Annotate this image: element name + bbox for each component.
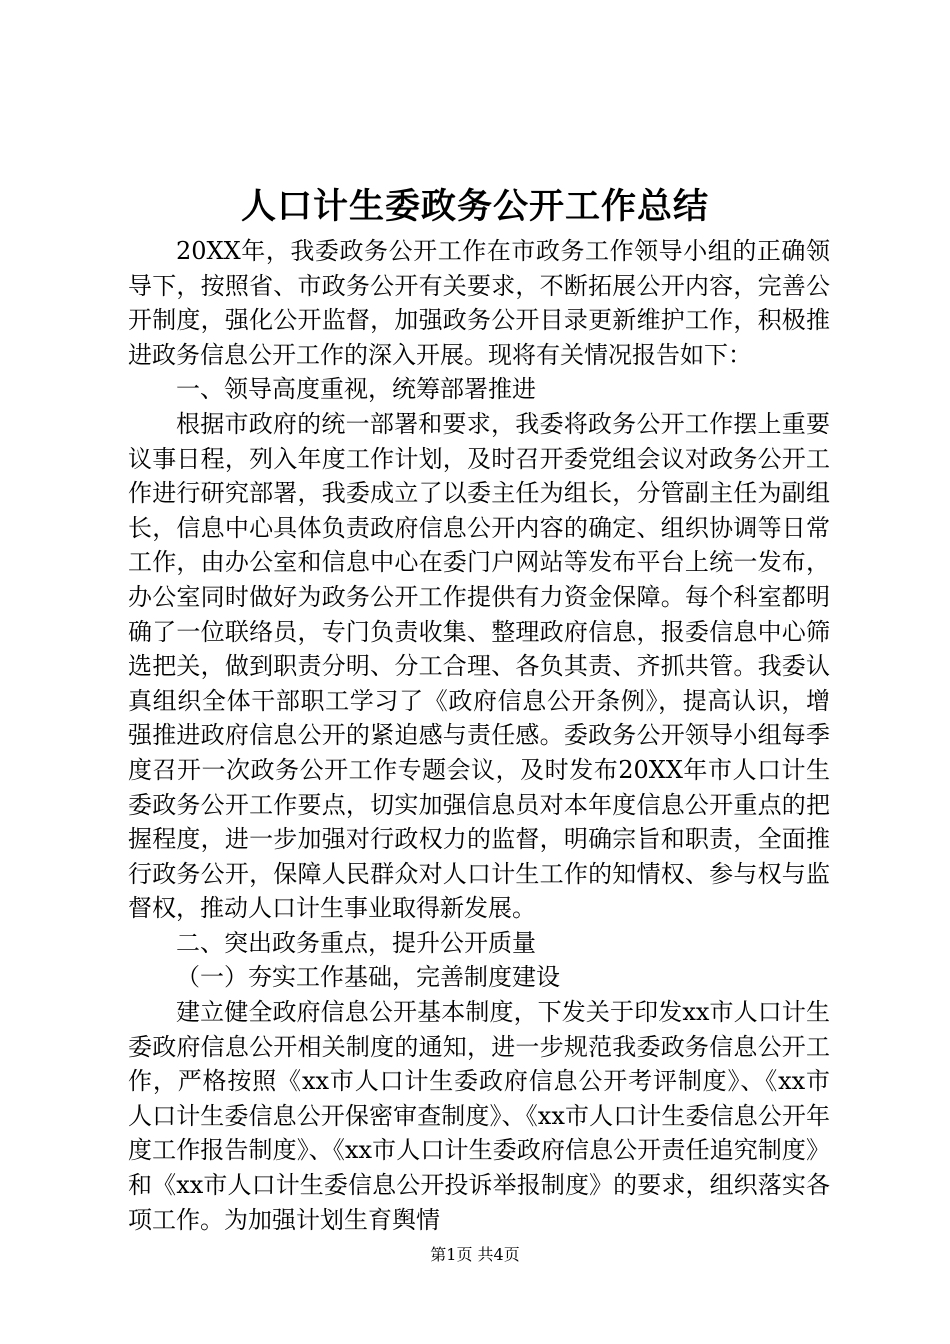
body-paragraph: 建立健全政府信息公开基本制度，下发关于印发xx市人口计生委政府信息公开相关制度的通知，进一步规范我委政务信息公开工作，严格按照《xx市人口计生委政府信息公开考评制度》、《xx市人口计生委信息公开保密审查制度》、《xx市人口计生委信息公开年度工作报告制度》、《xx市人口计生委政府信息公开责任追究制度》和《xx市人口计生委信息公开投诉举报制度》的要求，组织落实各项工作。为加强计划生育舆情 (128, 998, 830, 1234)
document-body (128, 234, 830, 1237)
subsection-heading: （一）夯实工作基础，完善制度建设 (176, 963, 560, 992)
page-footer: 第1页 共4页 (430, 1245, 520, 1264)
document-title: 人口计生委政务公开工作总结 (240, 186, 709, 227)
section-heading: 二、突出政务重点，提升公开质量 (176, 928, 536, 957)
section-heading: 一、领导高度重视，统筹部署推进 (176, 375, 536, 404)
body-paragraph: 根据市政府的统一部署和要求，我委将政务公开工作摆上重要议事日程，列入年度工作计划，及时召开委党组会议对政务公开工作进行研究部署，我委成立了以委主任为组长，分管副主任为副组长，信息中心具体负责政府信息公开内容的确定、组织协调等日常工作，由办公室和信息中心在委门户网站等发布平台上统一发布，办公室同时做好为政务公开工作提供有力资金保障。每个科室都明确了一位联络员，专门负责收集、整理政府信息，报委信息中心筛选把关，做到职责分明、分工合理、各负其责、齐抓共管。我委认真组织全体干部职工学习了《政府信息公开条例》，提高认识，增强推进政府信息公开的紧迫感与责任感。委政务公开领导小组每季度召开一次政务公开工作专题会议，及时发布20XX年市人口计生委政务公开工作要点，切实加强信息员对本年度信息公开重点的把握程度，进一步加强对行政权力的监督，明确宗旨和职责，全面推行政务公开，保障人民群众对人口计生工作的知情权、参与权与监督权，推动人口计生事业取得新发展。 (128, 409, 830, 923)
body-paragraph: 20XX年，我委政务公开工作在市政务工作领导小组的正确领导下，按照省、市政务公开有关要求，不断拓展公开内容，完善公开制度，强化公开监督，加强政务公开目录更新维护工作，积极推进政务信息公开工作的深入开展。现将有关情况报告如下： (128, 237, 830, 369)
